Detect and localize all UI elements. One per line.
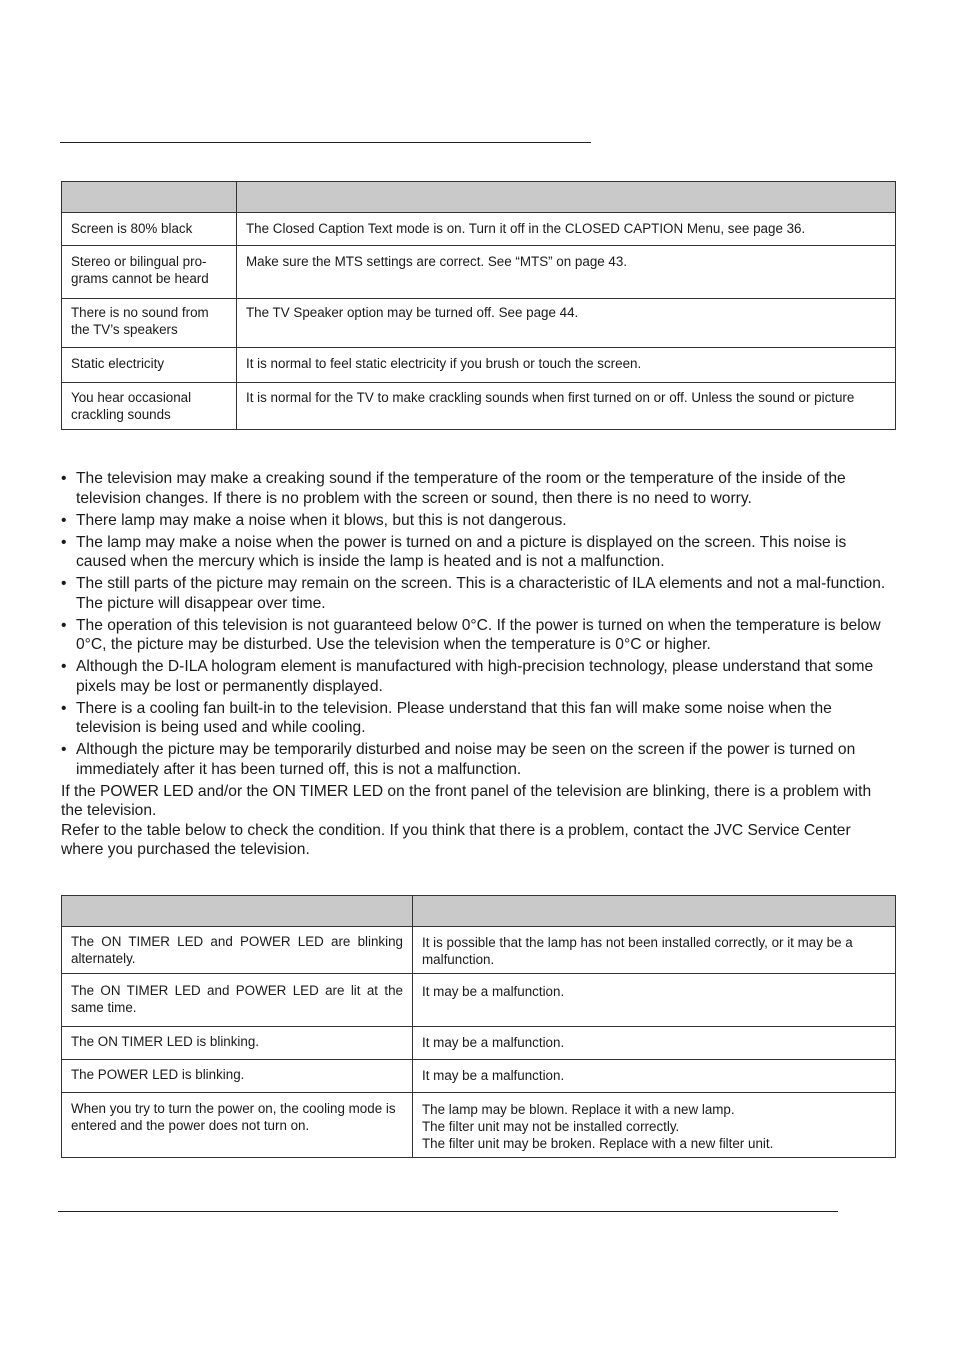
bullet-glyph: • — [61, 533, 67, 551]
bullet-glyph: • — [61, 470, 67, 487]
solution-cell: Make sure the MTS settings are correct. See “MTS” on page 43. — [237, 246, 896, 299]
condition-cell: The ON TIMER LED is blinking. — [62, 1027, 413, 1060]
troubleshooting-table-sound — [61, 181, 896, 430]
condition-cell: The ON TIMER LED and POWER LED are lit at the same time. — [62, 974, 413, 1027]
bullet-glyph: • — [61, 741, 67, 758]
solution-cell: The TV Speaker option may be turned off. See page 44. — [237, 299, 896, 348]
symptom-cell: There is no sound from the TV’s speakers — [62, 299, 237, 348]
action-cell — [413, 1027, 896, 1060]
led-status-table — [61, 895, 896, 1158]
bullet-glyph: • — [61, 616, 67, 634]
table-row — [62, 927, 896, 974]
note-text: Although the D-ILA hologram element is manufactured with high-precision technology, please understand that some pixels may be lost or permanently displayed. — [76, 658, 874, 695]
note-item — [61, 574, 897, 613]
action-line: It is possible that the lamp has not been installed correctly, or it may be a malfunction. — [422, 935, 853, 967]
note-item — [61, 699, 897, 738]
header-cell-action — [413, 896, 896, 927]
action-line: It may be a malfunction. — [422, 1035, 565, 1050]
page-footer-rule — [58, 1211, 838, 1212]
note-item — [61, 469, 897, 508]
table-row — [62, 348, 896, 383]
bullet-glyph: • — [61, 658, 67, 675]
condition-cell: When you try to turn the power on, the cooling mode is entered and the power does not turn on. — [62, 1093, 413, 1158]
header-cell-symptom — [62, 182, 237, 213]
table-row — [62, 383, 896, 430]
bullet-glyph: • — [61, 575, 67, 592]
led-problem-paragraph: If the POWER LED and/or the ON TIMER LED on the front panel of the television are blinking, there is a problem with the television. — [61, 782, 872, 819]
table-row — [62, 1027, 896, 1060]
note-text: The lamp may make a noise when the power is turned on and a picture is displayed on the screen. This noise is caused when the mercury which is inside the lamp is heated and is not a malfunction. — [76, 533, 847, 570]
note-text: The still parts of the picture may remain on the screen. This is a characteristic of ILA elements and not a mal-function. The picture will disappear over time. — [76, 575, 886, 612]
solution-cell: It is normal to feel static electricity if you brush or touch the screen. — [237, 348, 896, 383]
table-row — [62, 974, 896, 1027]
note-text: There lamp may make a noise when it blows, but this is not dangerous. — [76, 511, 567, 529]
action-line: The filter unit may not be installed correctly. — [422, 1119, 680, 1134]
condition-cell: The POWER LED is blinking. — [62, 1060, 413, 1093]
action-line: It may be a malfunction. — [422, 1068, 565, 1083]
symptom-cell: Stereo or bilingual pro-grams cannot be heard — [62, 246, 237, 299]
table-row — [62, 213, 896, 246]
note-text: There is a cooling fan built-in to the television. Please understand that this fan will make some noise when the television is being used and while cooling. — [76, 699, 832, 736]
note-item — [61, 511, 897, 531]
header-cell-solution — [237, 182, 896, 213]
action-line: The lamp may be blown. Replace it with a new lamp. — [422, 1102, 735, 1117]
bullet-glyph: • — [61, 511, 67, 529]
table-row — [62, 1093, 896, 1158]
table-row — [62, 1060, 896, 1093]
notes-section — [61, 469, 897, 860]
note-item — [61, 533, 897, 572]
note-text: The television may make a creaking sound if the temperature of the room or the temperature of the inside of the television changes. If there is no problem with the screen or sound, then there is no need to worry. — [76, 470, 846, 507]
action-cell — [413, 1060, 896, 1093]
symptom-cell: Static electricity — [62, 348, 237, 383]
header-cell-condition — [62, 896, 413, 927]
action-line: It may be a malfunction. — [422, 984, 565, 999]
condition-cell: The ON TIMER LED and POWER LED are blinking alternately. — [62, 927, 413, 974]
solution-cell: The Closed Caption Text mode is on. Turn it off in the CLOSED CAPTION Menu, see page 36. — [237, 213, 896, 246]
action-cell — [413, 974, 896, 1027]
note-text: The operation of this television is not guaranteed below 0°C. If the power is turned on when the temperature is below 0°C, the picture may be disturbed. Use the television when the temperature is 0°C or higher. — [76, 616, 881, 653]
table-row — [62, 299, 896, 348]
refer-table-paragraph: Refer to the table below to check the condition. If you think that there is a problem, contact the JVC Service Center where you purchased the television. — [61, 821, 851, 858]
note-item — [61, 657, 897, 696]
action-line: The filter unit may be broken. Replace with a new filter unit. — [422, 1136, 774, 1151]
table-header-row — [62, 182, 896, 213]
table-row — [62, 246, 896, 299]
action-cell — [413, 1093, 896, 1158]
table-header-row — [62, 896, 896, 927]
action-cell — [413, 927, 896, 974]
solution-cell: It is normal for the TV to make crackling sounds when first turned on or off. Unless the sound or picture — [237, 383, 896, 430]
note-item — [61, 616, 897, 655]
symptom-cell: Screen is 80% black — [62, 213, 237, 246]
bullet-glyph: • — [61, 699, 67, 717]
section-divider-top — [60, 142, 591, 143]
symptom-cell: You hear occasional crackling sounds — [62, 383, 237, 430]
note-item — [61, 740, 897, 779]
note-text: Although the picture may be temporarily disturbed and noise may be seen on the screen if the power is turned on immediately after it has been turned off, this is not a malfunction. — [76, 741, 856, 778]
notes-list — [61, 469, 897, 779]
